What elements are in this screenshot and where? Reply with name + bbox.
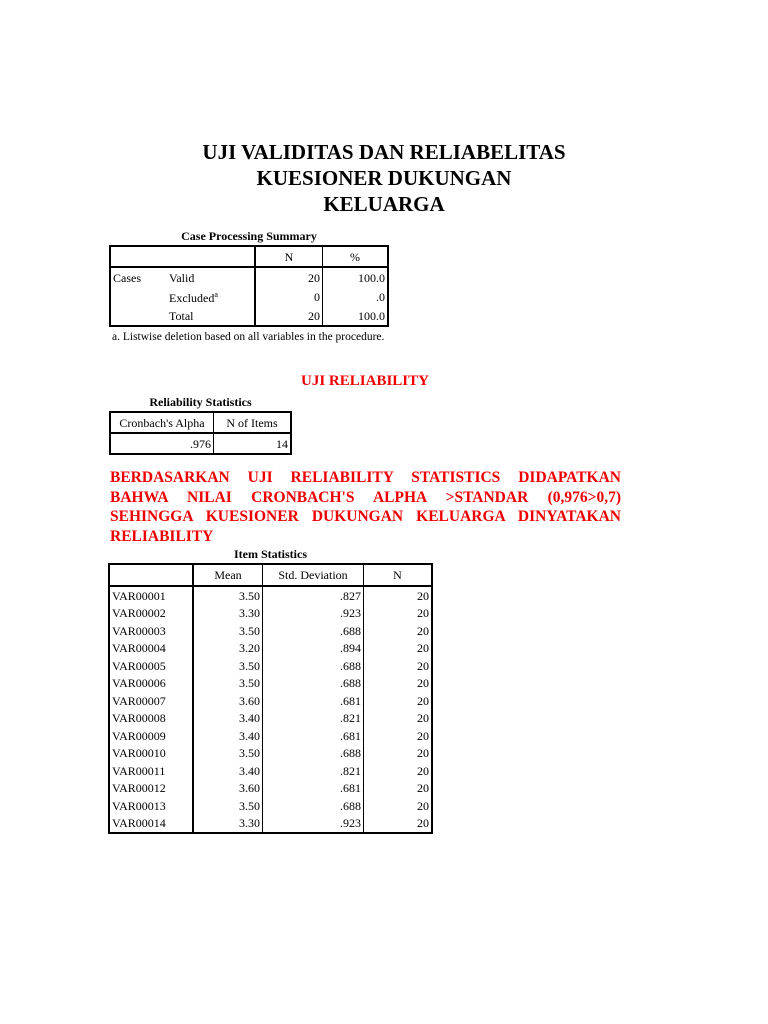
header-std-deviation: Std. Deviation [263,564,364,586]
std-deviation-cell: .688 [263,622,364,640]
table-row [109,586,432,605]
std-deviation-cell: .688 [263,657,364,675]
mean-cell: 3.40 [193,710,263,728]
std-deviation-cell: .688 [263,797,364,815]
header-cronbach-alpha: Cronbach's Alpha [110,412,214,433]
mean-cell: 3.50 [193,622,263,640]
std-deviation-cell: .923 [263,815,364,834]
n-cell: 20 [417,693,429,708]
table-row [109,675,432,693]
empty-header-cell [110,246,255,267]
n-cell: 20 [417,728,429,743]
std-deviation-cell: .894 [263,640,364,658]
header-n-of-items: N of Items [214,412,292,433]
n-cell: 20 [417,588,429,603]
row-label: Valid [167,267,255,287]
table-row [109,622,432,640]
std-deviation-cell: .681 [263,727,364,745]
row-label [167,287,255,306]
conclusion-text: BERDASARKAN UJI RELIABILITY STATISTICS DIDAPATKAN BAHWA NILAI CRONBACH'S ALPHA >STANDAR (0,976>0,7) SEHINGGA KUESIONER DUKUNGAN KELUARGA DINYATAKAN RELIABILITY [110,469,621,545]
group-label: Cases [113,270,141,285]
mean-cell: 3.50 [193,675,263,693]
table-header-row [109,564,432,586]
n-cell: 20 [255,306,323,326]
item-name-cell: VAR00008 [109,710,193,728]
mean-cell: 3.40 [193,762,263,780]
item-name-cell: VAR00014 [109,815,193,834]
n-cell: 20 [417,798,429,813]
mean-cell: 3.50 [193,586,263,605]
table-header-row [110,412,291,433]
item-name-cell: VAR00013 [109,797,193,815]
table-footnote: a. Listwise deletion based on all variables in the procedure. [112,331,385,343]
item-name-cell: VAR00010 [109,745,193,763]
item-name-cell: VAR00003 [109,622,193,640]
item-name-cell: VAR00006 [109,675,193,693]
empty-cell [110,306,167,326]
item-stats-table [108,563,433,834]
table-row [109,815,432,834]
item-name-cell: VAR00007 [109,692,193,710]
pct-cell: 100.0 [358,308,385,323]
n-cell: 20 [417,746,429,761]
reliability-stats-caption: Reliability Statistics [149,395,252,409]
reliability-stats-table [109,411,292,455]
table-row [109,710,432,728]
footnote-marker: a [214,290,218,299]
mean-cell: 3.60 [193,692,263,710]
n-cell: 20 [417,711,429,726]
item-rows [109,586,432,833]
item-name-cell: VAR00011 [109,762,193,780]
row-label-text: Excluded [169,291,215,305]
std-deviation-cell: .827 [263,586,364,605]
header-percent: % [323,246,389,267]
item-name-cell: VAR00001 [109,586,193,605]
table-row [109,780,432,798]
table-row [110,306,388,326]
pct-cell: .0 [376,289,385,304]
table-row [109,657,432,675]
std-deviation-cell: .688 [263,675,364,693]
item-name-cell: VAR00009 [109,727,193,745]
table-row [109,762,432,780]
std-deviation-cell: .688 [263,745,364,763]
table-row [109,692,432,710]
n-cell: 20 [417,676,429,691]
std-deviation-cell: .681 [263,780,364,798]
n-cell: 20 [417,623,429,638]
table-row [109,797,432,815]
n-cell: 0 [255,287,323,306]
alpha-value: .976 [110,433,214,454]
n-cell: 20 [417,763,429,778]
mean-cell: 3.50 [193,657,263,675]
reliability-heading: UJI RELIABILITY [301,373,429,389]
mean-cell: 3.30 [193,605,263,623]
n-cell: 20 [417,606,429,621]
empty-cell [110,287,167,306]
std-deviation-cell: .923 [263,605,364,623]
header-n: N [364,564,433,586]
document-title [0,139,768,217]
n-cell: 20 [417,641,429,656]
item-name-cell: VAR00012 [109,780,193,798]
item-stats-caption: Item Statistics [234,547,307,561]
table-row [110,433,291,454]
table-row [109,605,432,623]
table-row [110,287,388,306]
item-name-cell: VAR00004 [109,640,193,658]
mean-cell: 3.50 [193,797,263,815]
header-n: N [255,246,323,267]
item-name-cell: VAR00002 [109,605,193,623]
header-mean: Mean [193,564,263,586]
items-value: 14 [276,436,288,451]
table-header-row [110,246,388,267]
table-row [109,745,432,763]
case-processing-table [109,245,389,327]
mean-cell: 3.60 [193,780,263,798]
mean-cell: 3.50 [193,745,263,763]
mean-cell: 3.30 [193,815,263,834]
table-row [109,640,432,658]
table-row [110,267,388,287]
title-line-1: UJI VALIDITAS DAN RELIABELITAS [202,140,566,164]
title-line-2: KUESIONER DUKUNGAN [256,166,512,190]
row-label: Total [167,306,255,326]
std-deviation-cell: .821 [263,710,364,728]
mean-cell: 3.20 [193,640,263,658]
n-cell: 20 [255,267,323,287]
table-row [109,727,432,745]
std-deviation-cell: .681 [263,692,364,710]
title-line-3: KELUARGA [323,192,445,216]
n-cell: 20 [417,658,429,673]
std-deviation-cell: .821 [263,762,364,780]
pct-cell: 100.0 [358,270,385,285]
n-cell: 20 [417,781,429,796]
empty-header-cell [109,564,193,586]
case-processing-caption: Case Processing Summary [181,229,317,243]
item-name-cell: VAR00005 [109,657,193,675]
mean-cell: 3.40 [193,727,263,745]
n-cell: 20 [417,816,429,831]
